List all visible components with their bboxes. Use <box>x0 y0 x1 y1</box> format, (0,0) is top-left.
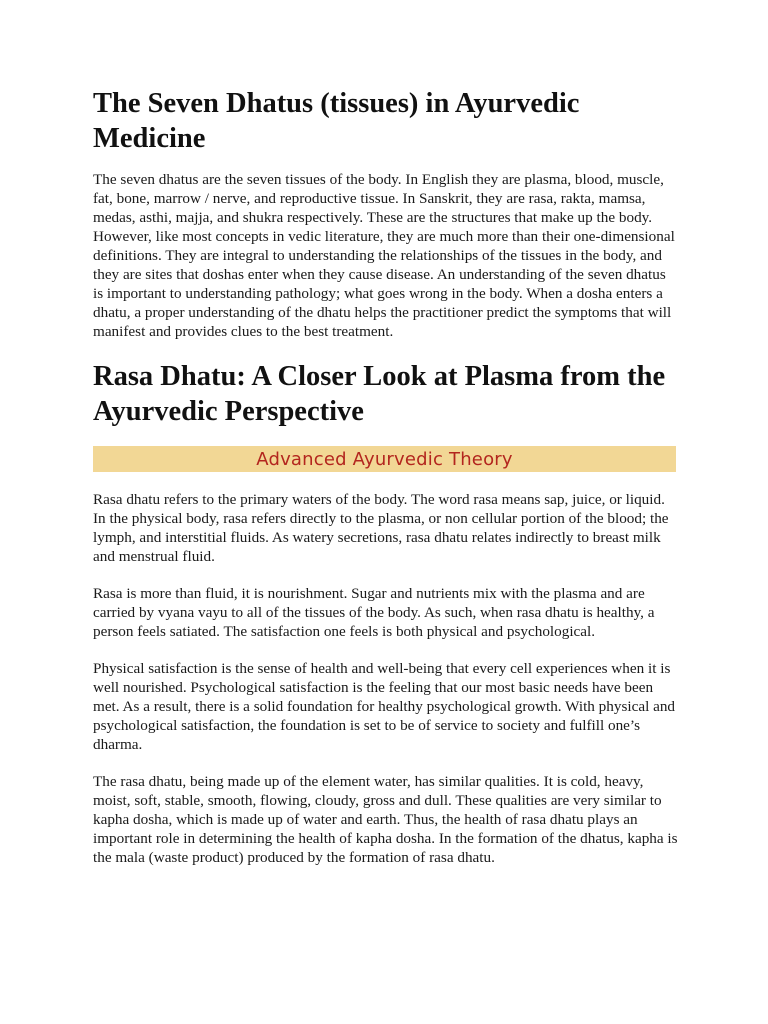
section-heading: Rasa Dhatu: A Closer Look at Plasma from the Ayurvedic Perspective <box>93 361 666 427</box>
document-page <box>93 86 678 885</box>
body-paragraph: Rasa dhatu refers to the primary waters of the body. The word rasa means sap, juice, or liquid. In the physical body, rasa refers directly to the plasma, or non cellular portion of the blood; the lymph, and interstitial fluids. As watery secretions, rasa dhatu relates indirectly to breast milk and menstrual fluid. <box>93 491 669 565</box>
body-paragraph: The rasa dhatu, being made up of the element water, has similar qualities. It is cold, heavy, moist, soft, stable, smooth, flowing, cloudy, gross and dull. These qualities are very similar to kapha dosha, which is made up of water and earth. Thus, the health of rasa dhatu plays an important role in determining the health of kapha dosha. In the formation of the dhatus, kapha is the mala (waste product) produced by the formation of rasa dhatu. <box>93 773 678 866</box>
main-heading: The Seven Dhatus (tissues) in Ayurvedic Medicine <box>93 88 580 154</box>
category-banner <box>93 446 676 472</box>
body-paragraph: Rasa is more than fluid, it is nourishment. Sugar and nutrients mix with the plasma and are carried by vyana vayu to all of the tissues of the body. As such, when rasa dhatu is healthy, a person feels satiated. The satisfaction one feels is both physical and psychological. <box>93 585 655 640</box>
body-paragraph: Physical satisfaction is the sense of health and well-being that every cell experiences when it is well nourished. Psychological satisfaction is the feeling that our most basic needs have been met. As a result, there is a solid foundation for healthy psychological growth. With physical and psychological satisfaction, the foundation is set to be of service to society and fulfill one’s dharma. <box>93 660 676 753</box>
intro-paragraph: The seven dhatus are the seven tissues of the body. In English they are plasma, blood, muscle, fat, bone, marrow / nerve, and reproductive tissue. In Sanskrit, they are rasa, rakta, mamsa, medas, asthi, majja, and shukra respectively. These are the structures that make up the body. However, like most concepts in vedic literature, they are much more than their one-dimensional definitions. They are integral to understanding the relationships of the tissues in the body, and they are sites that doshas enter when they cause disease. An understanding of the seven dhatus is important to understanding pathology; what goes wrong in the body. When a dosha enters a dhatu, a proper understanding of the dhatu helps the practitioner predict the symptoms that will manifest and provides clues to the best treatment. <box>93 171 675 340</box>
banner-label: Advanced Ayurvedic Theory <box>256 448 513 470</box>
